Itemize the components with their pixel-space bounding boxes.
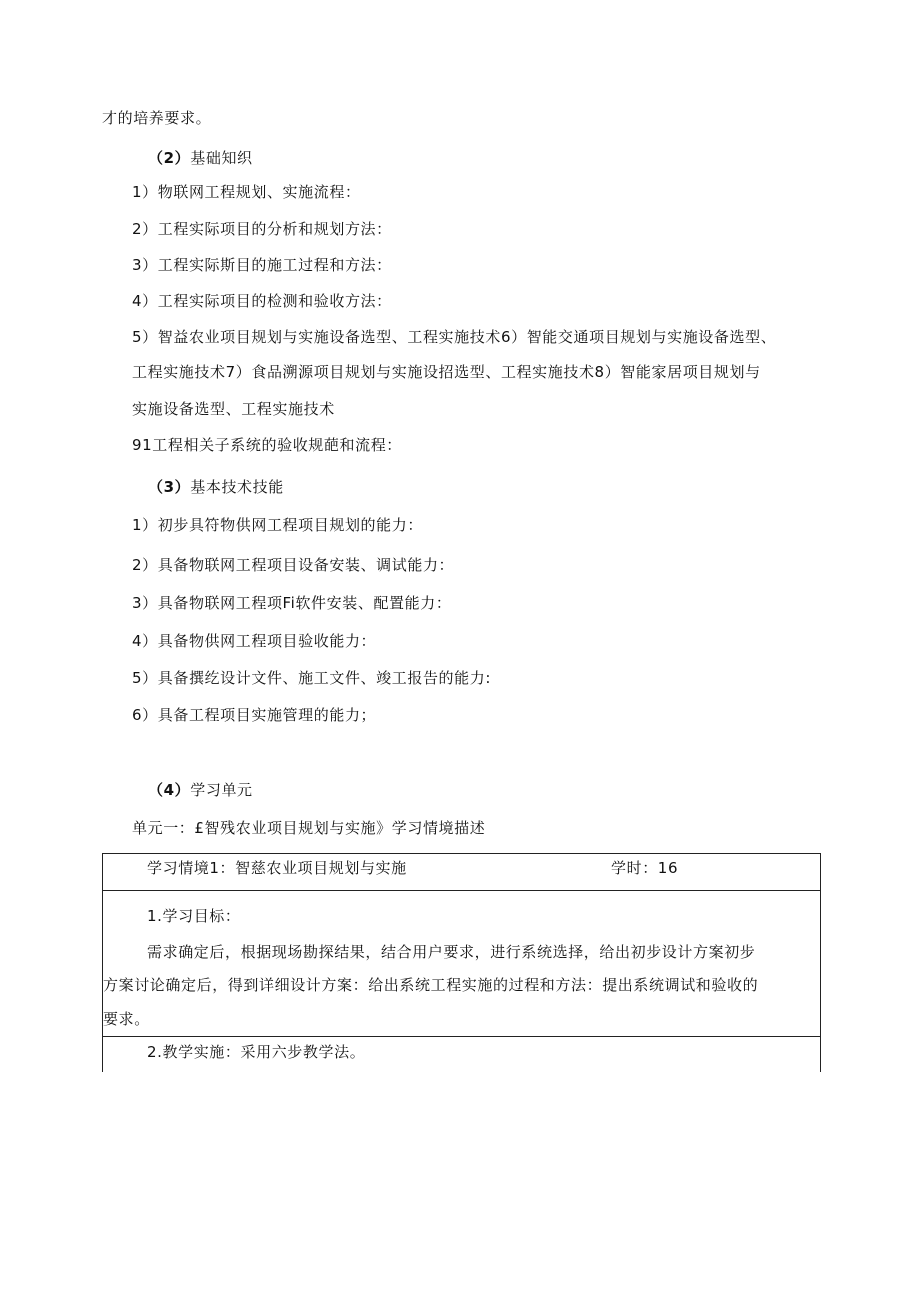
skill-item: 5）具备撰纥设计文件、施工文件、竣工报告的能力: — [132, 669, 491, 687]
section-title: 基本技术技能 — [190, 478, 284, 496]
knowledge-item: 5）智益农业项目规划与实施设备选型、工程实施技术6）智能交通项目规划与实施设备选型、 — [132, 328, 777, 346]
knowledge-item: 工程实施技术7）食品溯源项目规划与实施设招选型、工程实施技术8）智能家居项目规划与 — [132, 363, 761, 381]
skill-item: 6）具备工程项目实施管理的能力； — [132, 706, 377, 724]
section-heading-3 — [148, 477, 284, 497]
skill-item: 1）初步具符物供网工程项目规划的能力： — [132, 516, 423, 534]
knowledge-item: 2）工程实际项目的分析和规划方法： — [132, 220, 392, 238]
table-header-right: 学时：16 — [611, 859, 679, 877]
skill-item: 2）具备物联网工程项目设备安装、调试能力： — [132, 556, 455, 574]
learning-situation-table — [102, 853, 821, 1072]
table-header-left: 学习情境1：智慈农业项目规划与实施 — [147, 859, 407, 877]
section-heading-4 — [148, 780, 253, 800]
section-number: （4） — [148, 781, 191, 799]
skill-item: 4）具备物供网工程项目验收能力： — [132, 632, 377, 650]
table-divider — [103, 890, 820, 891]
body-line: 才的培养要求。 — [102, 109, 212, 127]
section-title: 学习单元 — [190, 781, 253, 799]
goal-text-line: 方案讨论确定后，得到详细设计方案：给出系统工程实施的过程和方法：提出系统调试和验收的 — [103, 976, 759, 994]
section-number: （3） — [148, 478, 191, 496]
table-divider — [103, 1036, 820, 1037]
impl-label: 2.教学实施：采用六步教学法。 — [147, 1043, 366, 1061]
goal-text-line: 要求。 — [103, 1010, 150, 1028]
skill-item: 3）具备物联网工程项Fi软件安装、配置能力： — [132, 594, 452, 612]
knowledge-item: 4）工程实际项目的检测和验收方法： — [132, 292, 392, 310]
section-title: 基础知织 — [190, 149, 253, 167]
goal-label: 1.学习目标： — [147, 907, 241, 925]
section-heading-2 — [148, 148, 253, 168]
goal-text-line: 需求确定后，根据现场勘探结果，结合用户要求，进行系统选择，给出初步设计方案初步 — [147, 943, 756, 961]
knowledge-item: 3）工程实际斯目的施工过程和方法： — [132, 256, 392, 274]
knowledge-item: 91工程相关子系统的验收规葩和流程： — [132, 436, 402, 454]
unit-title: 单元一：£智残农业项目规划与实施》学习情境描述 — [132, 819, 486, 837]
knowledge-item: 1）物联网工程规划、实施流程： — [132, 183, 361, 201]
section-number: （2） — [148, 149, 191, 167]
knowledge-item: 实施设备选型、工程实施技术 — [132, 400, 335, 418]
